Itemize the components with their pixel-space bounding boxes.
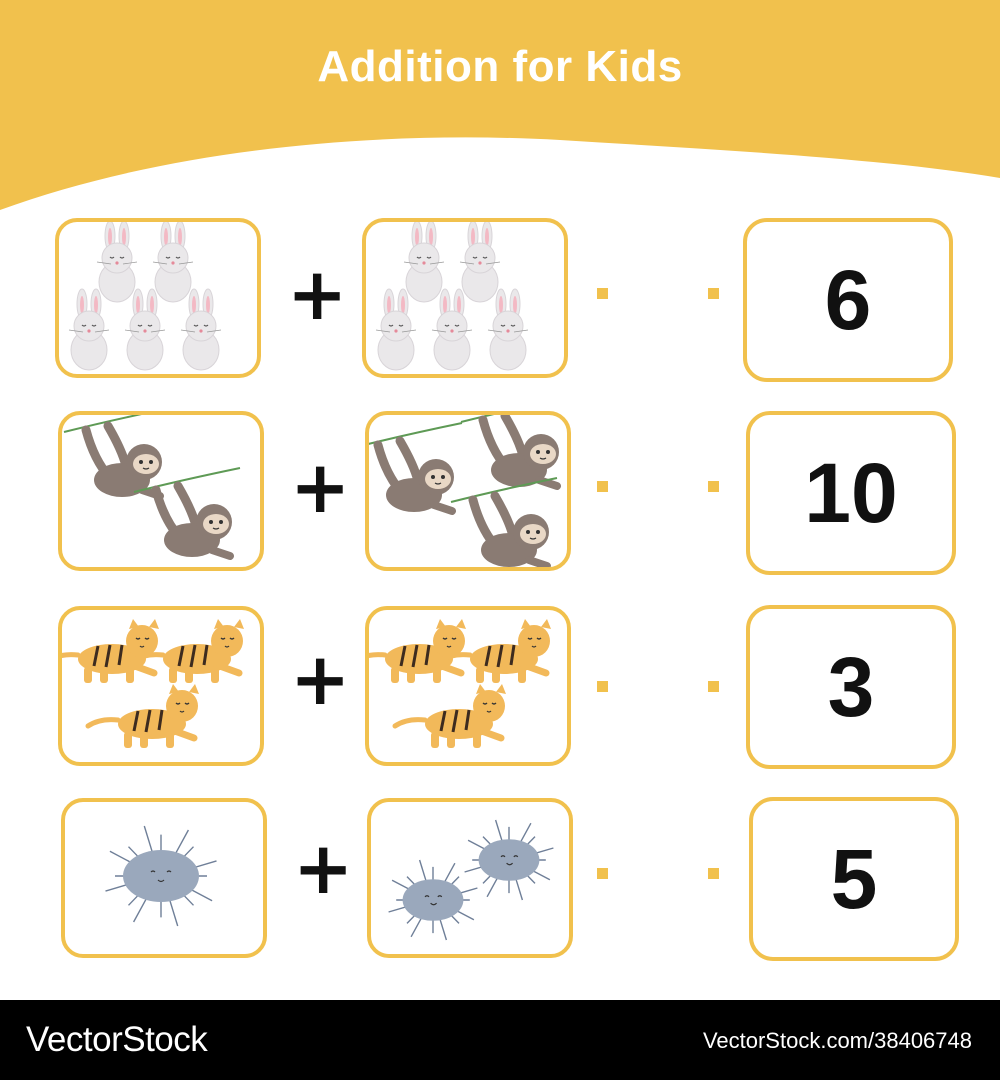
match-dot-left[interactable] <box>597 868 608 879</box>
rabbit-icon <box>125 289 165 370</box>
tiger-icon <box>62 619 159 683</box>
header-banner <box>0 0 1000 215</box>
plus-sign: + <box>293 826 354 910</box>
illustration <box>62 610 260 762</box>
tiger-icon <box>369 619 466 683</box>
plus-sign: + <box>290 637 351 721</box>
left-group-row-1 <box>55 218 261 378</box>
rabbit-icon <box>404 222 444 302</box>
sloth-icon <box>369 423 462 512</box>
left-group-row-2 <box>58 411 264 571</box>
virus-icon <box>106 826 217 926</box>
tiger-icon <box>88 684 199 748</box>
match-dot-left[interactable] <box>597 288 608 299</box>
illustration <box>59 222 257 374</box>
sloth-icon <box>461 415 567 487</box>
illustration <box>371 802 569 954</box>
illustration <box>369 610 567 762</box>
illustration <box>366 222 564 374</box>
rabbit-icon <box>153 222 193 302</box>
page-title: Addition for Kids <box>317 42 683 91</box>
illustration <box>62 415 260 567</box>
right-group-row-4 <box>367 798 573 958</box>
sloth-icon <box>64 415 170 497</box>
answer-box[interactable]: 6 <box>743 218 953 382</box>
virus-icon <box>465 820 554 900</box>
plus-sign: + <box>287 252 348 336</box>
left-group-row-3 <box>58 606 264 766</box>
rabbit-icon <box>97 222 137 302</box>
right-group-row-1 <box>362 218 568 378</box>
rabbit-icon <box>181 289 221 370</box>
rabbit-icon <box>488 289 528 370</box>
answer-box[interactable]: 10 <box>746 411 956 575</box>
answer-box[interactable]: 5 <box>749 797 959 961</box>
answer-box[interactable]: 3 <box>746 605 956 769</box>
brand-logo: VectorStock <box>26 1020 208 1059</box>
footer-bar <box>0 1000 1000 1080</box>
virus-icon <box>389 860 478 940</box>
match-dot-left[interactable] <box>597 681 608 692</box>
match-dot-right[interactable] <box>708 868 719 879</box>
right-group-row-3 <box>365 606 571 766</box>
sloth-icon <box>451 478 557 567</box>
tiger-icon <box>395 684 506 748</box>
rabbit-icon <box>460 222 500 302</box>
rabbit-icon <box>432 289 472 370</box>
rabbit-icon <box>69 289 109 370</box>
match-dot-right[interactable] <box>708 681 719 692</box>
right-group-row-2 <box>365 411 571 571</box>
match-dot-right[interactable] <box>708 288 719 299</box>
rabbit-icon <box>376 289 416 370</box>
left-group-row-4 <box>61 798 267 958</box>
match-dot-left[interactable] <box>597 481 608 492</box>
illustration <box>65 802 263 954</box>
illustration <box>369 415 567 567</box>
plus-sign: + <box>290 445 351 529</box>
image-id: VectorStock.com/38406748 <box>702 1028 972 1053</box>
match-dot-right[interactable] <box>708 481 719 492</box>
